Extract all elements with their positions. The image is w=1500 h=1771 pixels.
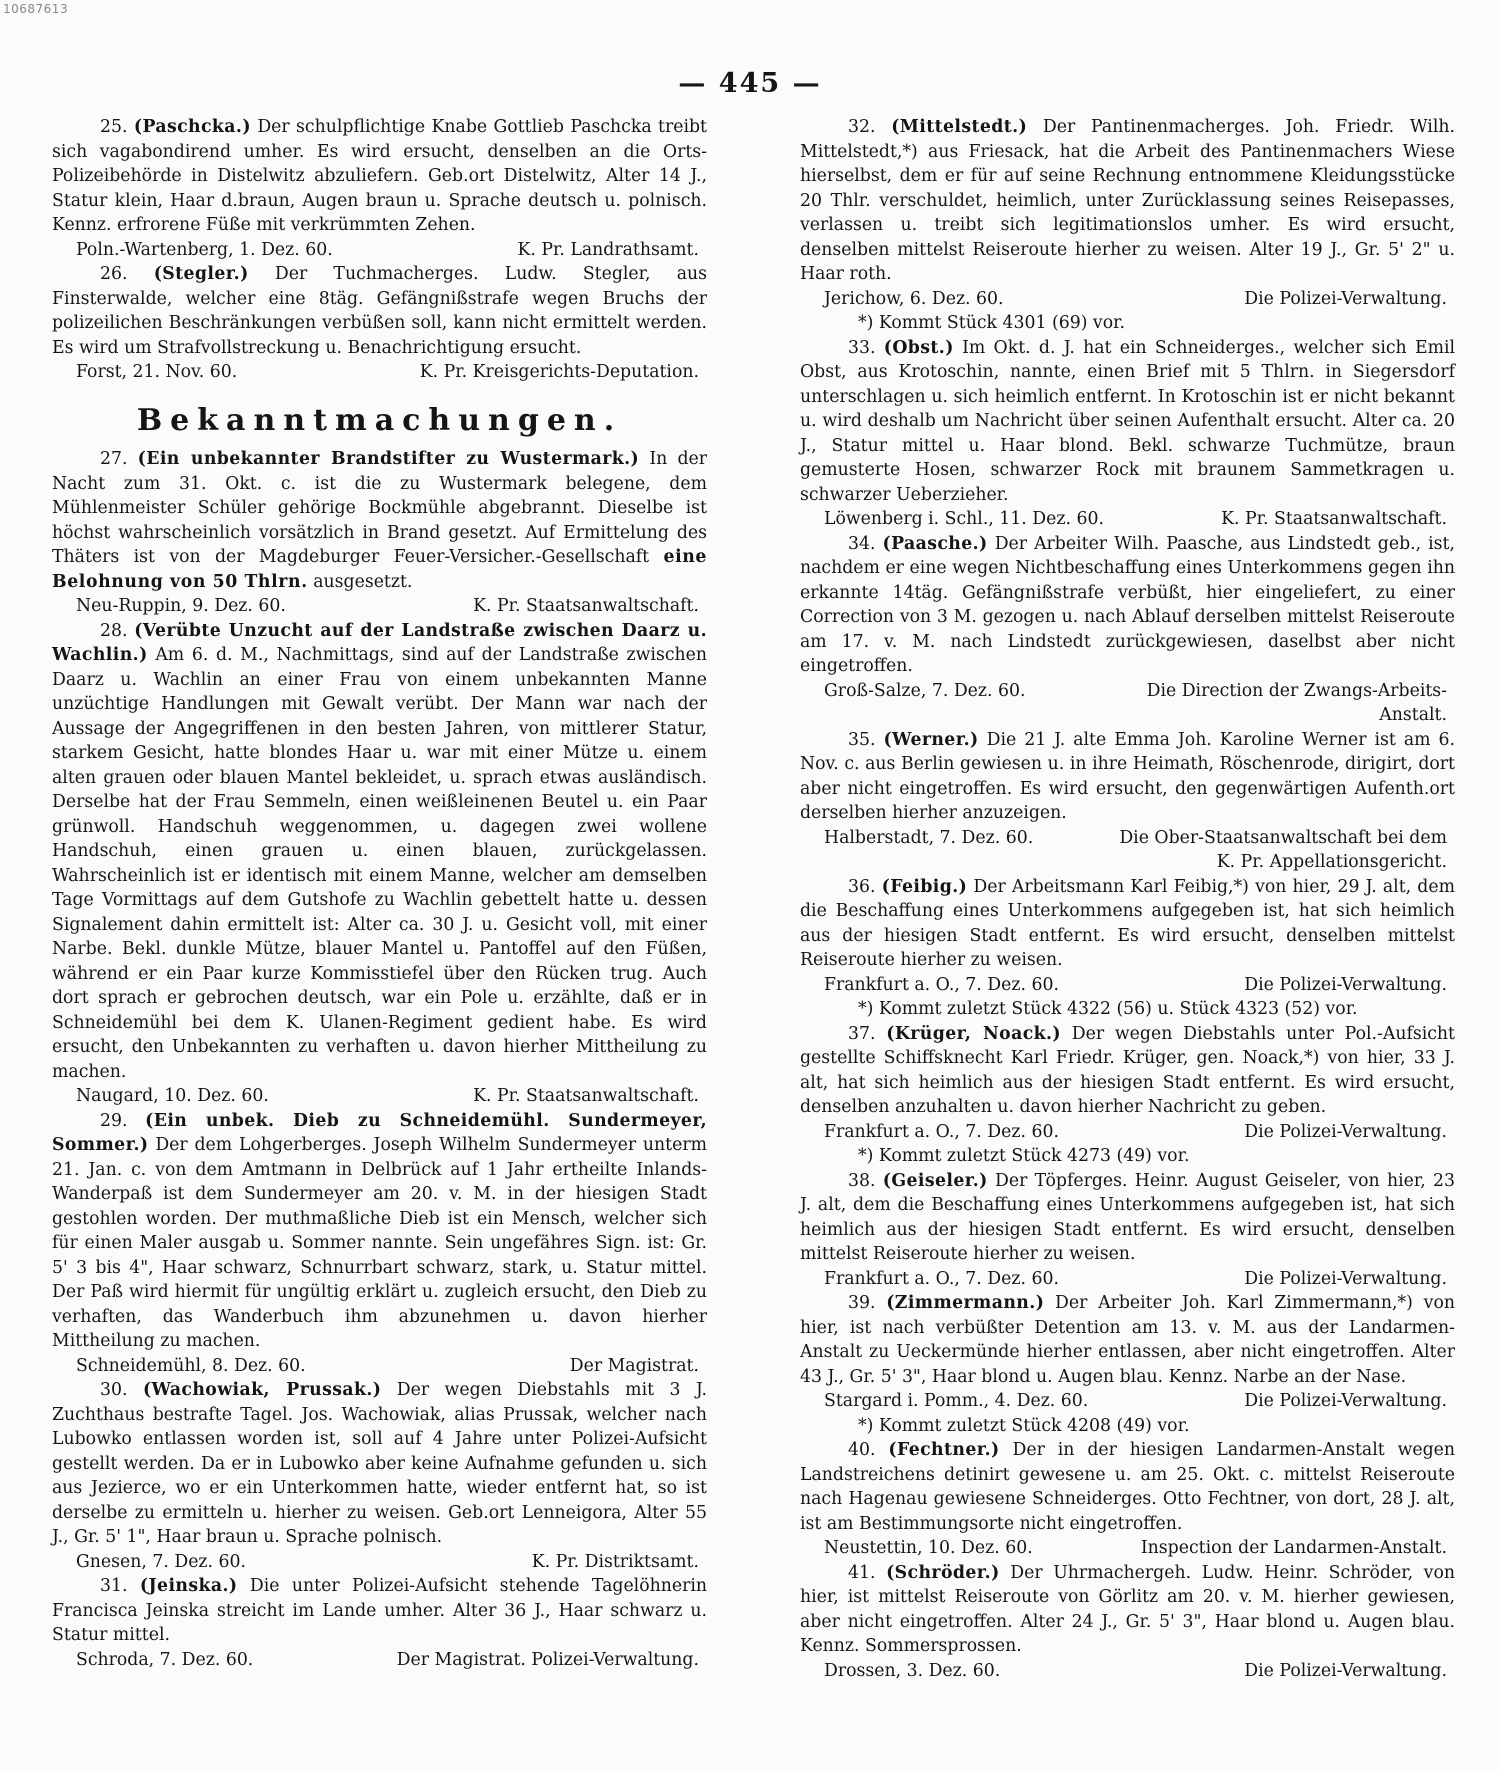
entry-authority: K. Pr. Landrathsamt.: [517, 239, 699, 260]
entry-place: Forst, 21. Nov. 60.: [76, 362, 238, 382]
entry-29: [52, 1109, 707, 1379]
entry-signature: [52, 594, 707, 619]
entry-place: Löwenberg i. Schl., 11. Dez. 60.: [824, 509, 1104, 529]
entry-33: [800, 336, 1455, 532]
entry-heading: (Stegler.): [153, 264, 249, 284]
entry-signature: [800, 1267, 1455, 1292]
entry-authority: Die Ober-Staatsanwaltschaft bei dem K. Pr. Appellationsgericht.: [1119, 827, 1447, 872]
entry-authority: Die Polizei-Verwaltung.: [1244, 974, 1447, 995]
entry-heading: (Mittelstedt.): [891, 117, 1028, 137]
entry-30: [52, 1378, 707, 1574]
entry-heading: (Jeinska.): [139, 1576, 238, 1596]
entry-place: Schroda, 7. Dez. 60.: [76, 1649, 254, 1670]
entry-number: 41.: [848, 1562, 876, 1583]
entry-text: Die 21 J. alte Emma Joh. Karoline Werner ist am 6. Nov. c. aus Berlin gewiesen u. in ihre Heimath, Röschenrode, dirigirt, dort aber nicht eingetroffen. Es wird ersucht, den gegenwärtigen Aufenth.ort derselben hierher anzuzeigen.: [800, 729, 1455, 823]
entry-authority: Die Polizei-Verwaltung.: [1244, 1121, 1447, 1142]
entry-text: Im Okt. d. J. hat ein Schneiderges., welcher sich Emil Obst, aus Krotoschin, nannte, einen Brief mit 5 Thlrn. in Siegersdorf unterschlagen u. sich heimlich entfernt. In Krotoschin ist er nicht bekannt u. wird deshalb um Nachricht über seinen Aufenthalt ersucht. Alter ca. 20 J., Statur mittel u. Haar blond. Bekl. schwarze Tuchmütze, braun gemusterte Hosen, schwarzer Rock mit braunem Sammetkragen u. schwarzer Ueberzieher.: [800, 337, 1456, 505]
entry-number: 29.: [100, 1110, 128, 1131]
entry-signature: [52, 1354, 707, 1379]
entry-number: 33.: [848, 337, 876, 358]
entry-26: [52, 262, 707, 385]
entry-place: Naugard, 10. Dez. 60.: [76, 1086, 269, 1106]
entry-text: Der Arbeiter Wilh. Paasche, aus Lindstedt geb., ist, nachdem er eine wegen Nichtbeschaffung eines Unterkommens gegen ihn erkannte 14täg. Gefängnißstrafe verbüßt, hier eingeliefert, zu einer Correction von 3 M. gezogen u. nach Ablauf derselben mittelst Reiseroute am 17. v. M. nach Lindstedt zurückgewiesen, daselbst aber nicht eingetroffen.: [800, 533, 1455, 676]
entry-number: 31.: [100, 1576, 128, 1596]
entry-37: [800, 1022, 1455, 1169]
entry-text: Der wegen Diebstahls mit 3 J. Zuchthaus bestrafte Tagel. Jos. Wachowiak, alias Prussak, welcher nach Lubowko entlassen worden ist, soll auf 4 Jahre unter Polizei-Aufsicht gestellt werden. Da er in Lubowko aber keine Aufnahme gefunden u. sich aus Jezierce, wo er ein Unterkommen hatte, wieder entfernt hat, so ist derselbe zu ermitteln u. hierher zu weisen. Geb.ort Lenneigora, Alter 55 J., Gr. 5' 1", Haar braun u. Sprache polnisch.: [52, 1380, 707, 1547]
entry-place: Neu-Ruppin, 9. Dez. 60.: [76, 596, 286, 616]
entry-signature: [52, 1084, 707, 1109]
entry-number: 34.: [848, 533, 876, 554]
entry-footnote: *) Kommt zuletzt Stück 4273 (49) vor.: [858, 1146, 1190, 1166]
entry-number: 35.: [848, 729, 876, 750]
entry-authority: K. Pr. Staatsanwaltschaft.: [473, 596, 699, 616]
entry-authority: K. Pr. Distriktsamt.: [531, 1551, 699, 1572]
entry-number: 30.: [100, 1380, 128, 1400]
entry-place: Stargard i. Pomm., 4. Dez. 60.: [824, 1391, 1089, 1411]
entry-text: Der Tuchmacherges. Ludw. Stegler, aus Finsterwalde, welcher eine 8täg. Gefängnißstrafe wegen Bruchs der polizeilichen Beschränkungen verbüßen soll, kann nicht ermittelt werden. Es wird um Strafvollstreckung u. Benachrichtigung ersucht.: [52, 264, 707, 358]
entry-40: [800, 1438, 1455, 1561]
entry-34: [800, 532, 1455, 728]
entry-text: Der Töpferges. Heinr. August Geiseler, von hier, 23 J. alt, dem die Beschaffung eines Unterkommens aufgegeben ist, hat sich heimlich aus der hiesigen Stadt entfernt. Es wird ersucht, denselben mittelst Reiseroute hierher zu weisen.: [800, 1170, 1456, 1264]
entry-text: Der Arbeiter Joh. Karl Zimmermann,*) von hier, ist nach verbüßter Detention am 13. v. M. aus der Landarmen-Anstalt zu Ueckermünde hierher entlassen, aber nicht eingetroffen. Alter 43 J., Gr. 5' 3", Haar blond u. Augen blau. Kennz. Narbe an der Nase.: [800, 1293, 1455, 1387]
entry-footnote: *) Kommt Stück 4301 (69) vor.: [858, 313, 1125, 333]
entry-place: Jerichow, 6. Dez. 60.: [824, 288, 1004, 309]
entry-signature: [52, 1648, 707, 1673]
entry-38: [800, 1169, 1455, 1292]
entry-number: 40.: [848, 1440, 876, 1460]
entry-place: Poln.-Wartenberg, 1. Dez. 60.: [76, 239, 333, 260]
entry-text: Die unter Polizei-Aufsicht stehende Tagelöhnerin Francisca Jeinska streicht im Lande umher. Alter 36 J., Haar schwarz u. Statur mittel.: [52, 1576, 708, 1645]
entry-39: [800, 1291, 1455, 1438]
entry-heading: (Werner.): [883, 729, 979, 750]
entry-place: Frankfurt a. O., 7. Dez. 60.: [824, 1268, 1059, 1289]
entry-signature: [800, 1536, 1455, 1561]
entry-text: Der in der hiesigen Landarmen-Anstalt wegen Landstreichens detinirt gewesene u. am 25. Okt. c. mittelst Reiseroute nach Hagenau gewiesene Schneiderges. Otto Fechtner, von dort, 28 J. alt, ist am Bestimmungsorte nicht eingetroffen.: [800, 1440, 1456, 1534]
entry-signature: [800, 1389, 1455, 1414]
entry-authority: Die Polizei-Verwaltung.: [1244, 1268, 1447, 1289]
entry-heading: (Feibig.): [881, 876, 968, 897]
entry-41: [800, 1561, 1455, 1684]
entry-footnote: *) Kommt zuletzt Stück 4208 (49) vor.: [858, 1415, 1190, 1436]
entry-35: [800, 728, 1455, 875]
entry-signature: [52, 360, 707, 385]
entry-heading: (Obst.): [883, 337, 954, 358]
left-column: [52, 115, 707, 1672]
section-heading: Bekanntmachungen.: [136, 402, 623, 438]
entry-number: 39.: [848, 1293, 876, 1313]
entry-number: 26.: [100, 264, 128, 284]
entry-place: Gnesen, 7. Dez. 60.: [76, 1551, 247, 1572]
entry-authority: K. Pr. Staatsanwaltschaft.: [473, 1086, 699, 1106]
entry-place: Frankfurt a. O., 7. Dez. 60.: [824, 974, 1059, 995]
entry-heading: (Wachowiak, Prussak.): [142, 1380, 382, 1400]
entry-text: Der Arbeitsmann Karl Feibig,*) von hier, 29 J. alt, dem die Beschaffung eines Unterkommens aufgegeben ist, hat sich heimlich aus der hiesigen Stadt entfernt. Es wird ersucht, denselben mittelst Reiseroute hierher zu weisen.: [800, 876, 1455, 970]
entry-32: [800, 115, 1455, 336]
entry-place: Drossen, 3. Dez. 60.: [824, 1660, 1001, 1681]
entry-31: [52, 1574, 707, 1672]
entry-signature: [800, 287, 1455, 312]
entry-text: Der dem Lohgerberges. Joseph Wilhelm Sundermeyer unterm 21. Jan. c. von dem Amtmann in Delbrück auf 1 Jahr ertheilte Inlands-Wanderpaß ist dem Sundermeyer am 20. v. M. in der hiesigen Stadt gestohlen worden. Der muthmaßliche Dieb ist ein Mensch, welcher sich für einen Maler ausgab u. Sommer nannte. Sein ungefähres Sign. ist: Gr. 5' 3 bis 4", Haar schwarz, Schnurrbart schwarz, stark, u. Statur mittel. Der Paß wird hiermit für ungültig erklärt u. zugleich ersucht, den Dieb zu verhaften, das Wanderbuch ihm abzunehmen u. davon hierher Mittheilung zu machen.: [52, 1135, 707, 1351]
page-number: — 445 —: [678, 68, 822, 99]
entry-authority: Die Direction der Zwangs-Arbeits-Anstalt.: [1146, 680, 1447, 725]
entry-number: 27.: [100, 449, 128, 469]
entry-heading: (Zimmermann.): [886, 1293, 1045, 1313]
entry-heading: (Paasche.): [882, 533, 988, 554]
entry-footnote: *) Kommt zuletzt Stück 4322 (56) u. Stück 4323 (52) vor.: [858, 999, 1358, 1019]
entry-heading: (Schröder.): [886, 1562, 1000, 1583]
entry-text: Der schulpflichtige Knabe Gottlieb Paschcka treibt sich vagabondirend umher. Es wird ersucht, denselben an die Orts-Polizeibehörde in Distelwitz abzuliefern. Geb.ort Distelwitz, Alter 14 J., Statur klein, Haar d.braun, Augen braun u. Sprache deutsch u. polnisch. Kennz. erfrorene Füße mit verkrümmten Zehen.: [52, 117, 707, 235]
entry-place: Schneidemühl, 8. Dez. 60.: [76, 1355, 306, 1376]
entry-signature: [800, 507, 1455, 532]
entry-heading: (Fechtner.): [888, 1440, 1000, 1460]
entry-place: Frankfurt a. O., 7. Dez. 60.: [824, 1121, 1059, 1142]
entry-heading: (Verübte Unzucht auf der Landstraße zwischen Daarz u. Wachlin.): [52, 620, 707, 665]
entry-number: 32.: [848, 117, 876, 137]
entry-27: [52, 447, 707, 619]
entry-place: Halberstadt, 7. Dez. 60.: [824, 827, 1034, 848]
reward-text: eine Belohnung von 50 Thlrn.: [52, 547, 707, 592]
entry-authority: Inspection der Landarmen-Anstalt.: [1140, 1538, 1447, 1558]
entry-signature: [800, 679, 1455, 728]
entry-number: 36.: [848, 876, 876, 897]
entry-text: Der Uhrmachergeh. Ludw. Heinr. Schröder, von hier, ist mittelst Reiseroute von Görlitz am 20. v. M. hierher gewiesen, aber nicht eingetroffen. Alter 24 J., Gr. 5' 3", Haar blond u. Augen blau. Kennz. Sommersprossen.: [800, 1562, 1455, 1656]
entry-heading: (Ein unbek. Dieb zu Schneidemühl. Sundermeyer, Sommer.): [52, 1110, 707, 1155]
document-id: 10687613: [3, 2, 69, 16]
entry-authority: Der Magistrat.: [569, 1355, 699, 1376]
entry-signature: [800, 826, 1455, 875]
entry-text-after: ausgesetzt.: [313, 571, 413, 592]
entry-number: 28.: [100, 620, 128, 641]
entry-place: Groß-Salze, 7. Dez. 60.: [824, 680, 1026, 701]
entry-authority: Der Magistrat. Polizei-Verwaltung.: [396, 1649, 699, 1670]
entry-heading: (Krüger, Noack.): [886, 1023, 1061, 1044]
entry-signature: [52, 238, 707, 263]
entry-authority: Die Polizei-Verwaltung.: [1244, 288, 1447, 309]
entry-heading: (Ein unbekannter Brandstifter zu Wustermark.): [137, 449, 640, 469]
entry-heading: (Paschcka.): [133, 117, 251, 137]
right-column: [800, 115, 1455, 1683]
entry-place: Neustettin, 10. Dez. 60.: [824, 1538, 1033, 1558]
entry-authority: Die Polizei-Verwaltung.: [1244, 1660, 1447, 1681]
entry-heading: (Geiseler.): [882, 1170, 988, 1191]
entry-number: 25.: [100, 117, 128, 137]
entry-signature: [800, 973, 1455, 998]
entry-text: Der Pantinenmacherges. Joh. Friedr. Wilh. Mittelstedt,*) aus Friesack, hat die Arbeit des Pantinenmachers Wiese hierselbst, dem er für auf seine Rechnung entnommene Kleidungsstücke 20 Thlr. verschuldet, heimlich, unter Zurücklassung seines Reisepasses, verlassen u. treibt sich legitimationslos umher. Es wird ersucht, denselben mittelst Reiseroute hierher zu weisen. Alter 19 J., Gr. 5' 2" u. Haar roth.: [800, 117, 1455, 284]
entry-signature: [800, 1659, 1455, 1684]
entry-text: In der Nacht zum 31. Okt. c. ist die zu Wustermark belegene, dem Mühlenmeister Schüler gehörige Bockmühle abgebrannt. Dieselbe ist höchst wahrscheinlich vorsätzlich in Brand gesetzt. Auf Ermittelung des Thäters ist von der Magdeburger Feuer-Versicher.-Gesellschaft: [52, 449, 707, 567]
entry-number: 37.: [848, 1023, 876, 1044]
entry-28: [52, 619, 707, 1109]
entry-25: [52, 115, 707, 262]
entry-text: Der wegen Diebstahls unter Pol.-Aufsicht gestellte Schiffsknecht Karl Friedr. Krüger, gen. Noack,*) von hier, 33 J. alt, hat sich heimlich aus der hiesigen Stadt entfernt. Es wird ersucht, denselben anzuhalten u. davon hierher Nachricht zu geben.: [800, 1023, 1455, 1117]
entry-authority: K. Pr. Kreisgerichts-Deputation.: [419, 362, 699, 382]
entry-text: Am 6. d. M., Nachmittags, sind auf der Landstraße zwischen Daarz u. Wachlin an einer Frau von einem unbekannten Manne unzüchtige Handlungen mit Gewalt verübt. Der Mann war nach der Aussage der Angegriffenen in den besten Jahren, von mittlerer Statur, starkem Gesicht, hatte blondes Haar u. war mit einer Mütze u. einem alten grauen oder blauen Mantel bekleidet, u. sprach etwas ausländisch. Derselbe hat der Frau Semmeln, einen weißleinenen Beutel u. ein Paar grünwoll. Handschuh weggenommen, u. dagegen zwei wollene Handschuh, einen grauen u. einen blauen, zurückgelassen. Wahrscheinlich ist er identisch mit einem Manne, welcher am demselben Tage Vormittags auf dem Gutshofe zu Wachlin gebettelt hatte u. dessen Signalement dahin ermittelt ist: Alter ca. 30 J. u. Gesicht voll, mit einer Narbe. Bekl. dunkle Mütze, blauer Mantel u. Pantoffel auf den Füßen, während er ein Paar kurze Kommisstiefel über den Rücken trug. Auch dort sprach er gebrochen deutsch, war ein Pole u. erzählte, daß er in Schneidemühl bei dem K. Ulanen-Regiment gedient habe. Es wird ersucht, den Unbekannten zu verhaften u. davon hierher Mittheilung zu machen.: [52, 645, 707, 1082]
entry-signature: [800, 1120, 1455, 1145]
entry-authority: Die Polizei-Verwaltung.: [1244, 1391, 1447, 1411]
entry-signature: [52, 1550, 707, 1575]
entry-authority: K. Pr. Staatsanwaltschaft.: [1221, 509, 1447, 529]
entry-number: 38.: [848, 1170, 876, 1191]
entry-36: [800, 875, 1455, 1022]
